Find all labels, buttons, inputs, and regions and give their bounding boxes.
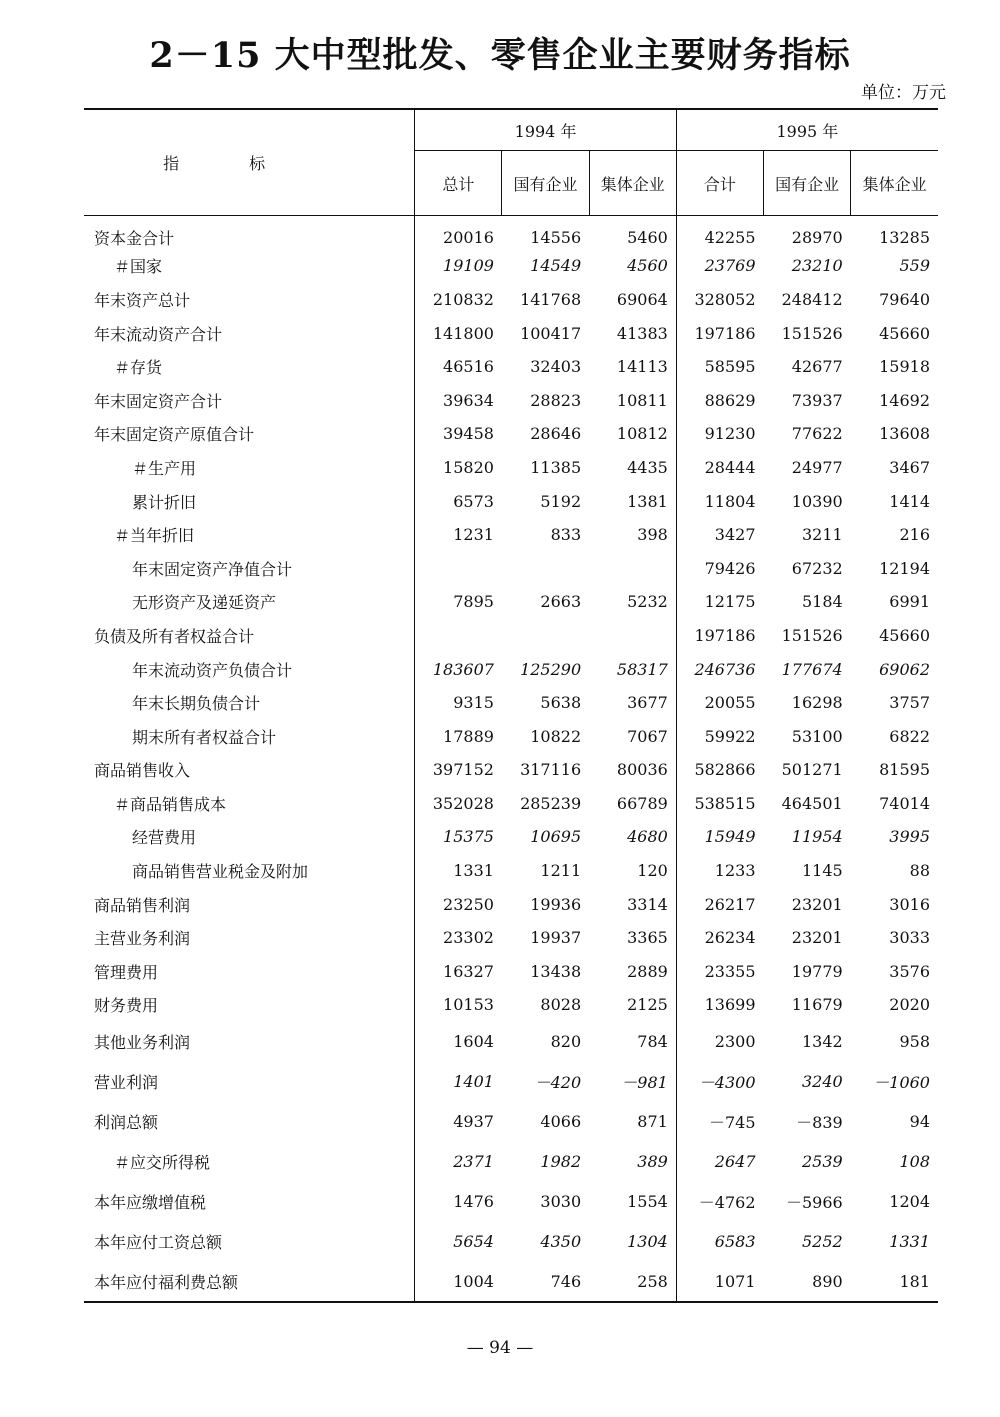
cell-value bbox=[589, 619, 676, 653]
cell-value: 4066 bbox=[540, 1112, 582, 1132]
row-label: 本年应付工资总额 bbox=[84, 1222, 415, 1262]
cell-value: －839 bbox=[796, 1113, 843, 1133]
table-row bbox=[84, 1102, 938, 1142]
cell-value: 582866 bbox=[694, 760, 756, 780]
cell-value: 45660 bbox=[879, 625, 930, 645]
cell-value: 7895 bbox=[453, 592, 494, 612]
cell-value: 197186 bbox=[694, 323, 756, 343]
table-row bbox=[84, 1142, 938, 1182]
row-label: 负债及所有者权益合计 bbox=[84, 619, 415, 653]
table-row bbox=[84, 619, 938, 653]
table-row bbox=[84, 1262, 938, 1302]
row-label: 年末固定资产原值合计 bbox=[84, 417, 415, 451]
cell-value: 559 bbox=[899, 256, 930, 276]
cell-value: 81595 bbox=[879, 760, 930, 780]
table-row bbox=[84, 753, 938, 787]
cell-value: 28970 bbox=[791, 228, 843, 248]
table-row bbox=[84, 417, 938, 451]
cell-value bbox=[415, 551, 502, 585]
cell-value: 4937 bbox=[453, 1112, 494, 1132]
cell-value: －4300 bbox=[698, 1073, 756, 1093]
row-label: 本年应缴增值税 bbox=[84, 1182, 415, 1222]
row-label: ＃当年折旧 bbox=[84, 518, 415, 552]
row-label: 利润总额 bbox=[84, 1102, 415, 1142]
cell-value: 23250 bbox=[443, 894, 494, 914]
cell-value: 3576 bbox=[889, 961, 930, 981]
cell-value: 464501 bbox=[781, 793, 843, 813]
cell-value: 10812 bbox=[589, 417, 676, 451]
table-row bbox=[84, 283, 938, 317]
cell-value: 2889 bbox=[589, 955, 676, 989]
cell-value: 16327 bbox=[443, 961, 494, 981]
header-col-1995-total: 合计 bbox=[676, 151, 763, 216]
table-row bbox=[84, 1062, 938, 1102]
cell-value: 39458 bbox=[443, 424, 494, 444]
page-number: — 94 — bbox=[466, 1338, 534, 1358]
cell-value: 24977 bbox=[791, 457, 843, 477]
row-label: 年末固定资产净值合计 bbox=[84, 551, 415, 585]
cell-value: 5638 bbox=[540, 693, 582, 713]
cell-value: 11385 bbox=[530, 457, 582, 477]
table-row bbox=[84, 787, 938, 821]
table-row bbox=[84, 383, 938, 417]
row-label: 商品销售收入 bbox=[84, 753, 415, 787]
table-row bbox=[84, 887, 938, 921]
cell-value: 6822 bbox=[889, 726, 930, 746]
cell-value: 1381 bbox=[589, 484, 676, 518]
cell-value: 1401 bbox=[453, 1072, 494, 1092]
cell-value: 248412 bbox=[781, 289, 843, 309]
cell-value: 2647 bbox=[714, 1152, 756, 1172]
header-year-1995: 1995 年 bbox=[676, 109, 938, 151]
cell-value: 74014 bbox=[879, 793, 930, 813]
row-label: 管理费用 bbox=[84, 955, 415, 989]
cell-value: 88 bbox=[909, 861, 930, 881]
cell-value: 58317 bbox=[589, 652, 676, 686]
cell-value: 77622 bbox=[791, 424, 843, 444]
cell-value: 23302 bbox=[443, 928, 494, 948]
cell-value: 46516 bbox=[443, 357, 494, 377]
cell-value: 19937 bbox=[530, 928, 582, 948]
row-label: 商品销售利润 bbox=[84, 887, 415, 921]
cell-value: 13699 bbox=[704, 995, 756, 1015]
cell-value: 13438 bbox=[530, 961, 582, 981]
row-label: ＃商品销售成本 bbox=[84, 787, 415, 821]
header-col-1994-state: 国有企业 bbox=[502, 151, 589, 216]
cell-value: 6573 bbox=[453, 491, 494, 511]
row-label: 财务费用 bbox=[84, 988, 415, 1022]
cell-value: 2539 bbox=[801, 1152, 843, 1172]
cell-value: 3757 bbox=[889, 693, 930, 713]
cell-value: 890 bbox=[764, 1262, 851, 1302]
table-row bbox=[84, 484, 938, 518]
cell-value: 94 bbox=[909, 1112, 930, 1132]
row-label: ＃存货 bbox=[84, 350, 415, 384]
cell-value: 59922 bbox=[704, 726, 756, 746]
cell-value: 538515 bbox=[694, 793, 756, 813]
cell-value: 1004 bbox=[415, 1262, 502, 1302]
row-label: 期末所有者权益合计 bbox=[84, 719, 415, 753]
cell-value: 177674 bbox=[781, 659, 843, 679]
cell-value: 3467 bbox=[889, 457, 930, 477]
table-row bbox=[84, 216, 938, 250]
cell-value: 1342 bbox=[801, 1032, 843, 1052]
row-label: 营业利润 bbox=[84, 1062, 415, 1102]
cell-value: 79426 bbox=[704, 558, 756, 578]
cell-value: 17889 bbox=[443, 726, 494, 746]
row-label: 年末流动资产合计 bbox=[84, 316, 415, 350]
cell-value bbox=[502, 551, 589, 585]
cell-value: 3365 bbox=[589, 921, 676, 955]
cell-value bbox=[502, 619, 589, 653]
cell-value: 258 bbox=[589, 1262, 676, 1302]
cell-value: 53100 bbox=[791, 726, 843, 746]
cell-value: 2663 bbox=[540, 592, 582, 612]
cell-value: 80036 bbox=[589, 753, 676, 787]
cell-value: 1331 bbox=[889, 1232, 930, 1252]
cell-value: 23769 bbox=[704, 256, 756, 276]
cell-value: 4350 bbox=[540, 1232, 582, 1252]
cell-value: 3016 bbox=[889, 894, 930, 914]
cell-value: 4435 bbox=[589, 451, 676, 485]
table-row bbox=[84, 316, 938, 350]
cell-value: 12175 bbox=[704, 592, 756, 612]
cell-value: 1476 bbox=[453, 1192, 494, 1212]
cell-value: 15820 bbox=[443, 457, 494, 477]
cell-value: 246736 bbox=[694, 659, 756, 679]
cell-value: 67232 bbox=[791, 558, 843, 578]
cell-value: 10390 bbox=[791, 491, 843, 511]
cell-value: 151526 bbox=[781, 625, 843, 645]
financial-indicators-table bbox=[84, 108, 938, 1303]
cell-value: 10822 bbox=[530, 726, 582, 746]
table-row bbox=[84, 686, 938, 720]
cell-value: 3211 bbox=[801, 525, 843, 545]
cell-value: 197186 bbox=[694, 625, 756, 645]
cell-value: 1211 bbox=[540, 861, 582, 881]
cell-value: 8028 bbox=[540, 995, 582, 1015]
cell-value: 10153 bbox=[443, 995, 494, 1015]
row-label: 年末固定资产合计 bbox=[84, 383, 415, 417]
cell-value: 389 bbox=[589, 1142, 676, 1182]
cell-value: 501271 bbox=[781, 760, 843, 780]
cell-value: 5460 bbox=[589, 216, 676, 250]
cell-value: 1982 bbox=[540, 1152, 582, 1172]
table-row bbox=[84, 820, 938, 854]
cell-value: 42255 bbox=[704, 228, 756, 248]
table-row bbox=[84, 249, 938, 283]
cell-value: 181 bbox=[851, 1262, 938, 1302]
cell-value: 352028 bbox=[432, 793, 494, 813]
row-label: 本年应付福利费总额 bbox=[84, 1262, 415, 1302]
table-row bbox=[84, 350, 938, 384]
cell-value: 3240 bbox=[801, 1072, 843, 1092]
cell-value: 151526 bbox=[781, 323, 843, 343]
cell-value: 317116 bbox=[520, 760, 582, 780]
cell-value: 141800 bbox=[432, 323, 494, 343]
table-row bbox=[84, 518, 938, 552]
cell-value: 2371 bbox=[453, 1152, 494, 1172]
row-label: 无形资产及递延资产 bbox=[84, 585, 415, 619]
cell-value: 1204 bbox=[889, 1192, 930, 1212]
cell-value: 28646 bbox=[530, 424, 582, 444]
cell-value: －5966 bbox=[785, 1193, 843, 1213]
header-col-1995-state: 国有企业 bbox=[764, 151, 851, 216]
cell-value: 183607 bbox=[432, 659, 494, 679]
page-title: 2－15 大中型批发、零售企业主要财务指标 bbox=[149, 35, 851, 76]
cell-value: －420 bbox=[534, 1073, 582, 1093]
cell-value: 2020 bbox=[889, 995, 930, 1015]
header-indicator: 指标 bbox=[84, 109, 415, 216]
cell-value: 1231 bbox=[453, 525, 494, 545]
cell-value: 73937 bbox=[791, 390, 843, 410]
cell-value: 958 bbox=[899, 1032, 930, 1052]
row-label: 商品销售营业税金及附加 bbox=[84, 854, 415, 888]
cell-value: 216 bbox=[899, 525, 930, 545]
cell-value: 19109 bbox=[443, 256, 494, 276]
cell-value: 9315 bbox=[453, 693, 494, 713]
cell-value: 11954 bbox=[791, 827, 843, 847]
header-col-1994-total: 总计 bbox=[415, 151, 502, 216]
cell-value: 10695 bbox=[530, 827, 582, 847]
cell-value: 14556 bbox=[530, 228, 582, 248]
table-row bbox=[84, 551, 938, 585]
cell-value: 784 bbox=[589, 1022, 676, 1062]
cell-value: 6583 bbox=[714, 1232, 756, 1252]
cell-value bbox=[589, 551, 676, 585]
cell-value: 871 bbox=[589, 1102, 676, 1142]
cell-value: 14549 bbox=[530, 256, 582, 276]
cell-value: 45660 bbox=[879, 323, 930, 343]
table-row bbox=[84, 988, 938, 1022]
cell-value: 6991 bbox=[889, 592, 930, 612]
cell-value: 12194 bbox=[879, 558, 930, 578]
cell-value: 13608 bbox=[879, 424, 930, 444]
cell-value: 11679 bbox=[791, 995, 843, 1015]
cell-value: 20055 bbox=[704, 693, 756, 713]
cell-value: 11804 bbox=[704, 491, 756, 511]
cell-value: 32403 bbox=[530, 357, 582, 377]
cell-value: 28444 bbox=[704, 457, 756, 477]
cell-value: 2300 bbox=[714, 1032, 756, 1052]
cell-value: 1554 bbox=[589, 1182, 676, 1222]
cell-value: 69064 bbox=[589, 283, 676, 317]
cell-value: 397152 bbox=[432, 760, 494, 780]
cell-value: 1331 bbox=[453, 861, 494, 881]
cell-value: 10811 bbox=[589, 383, 676, 417]
cell-value: 1414 bbox=[889, 491, 930, 511]
table-row bbox=[84, 1182, 938, 1222]
cell-value: 5192 bbox=[540, 491, 582, 511]
cell-value: 746 bbox=[502, 1262, 589, 1302]
cell-value: 100417 bbox=[520, 323, 582, 343]
cell-value: 3995 bbox=[889, 827, 930, 847]
cell-value: 1604 bbox=[453, 1032, 494, 1052]
cell-value: 4680 bbox=[589, 820, 676, 854]
cell-value: 66789 bbox=[589, 787, 676, 821]
cell-value: 820 bbox=[550, 1032, 582, 1052]
cell-value: 39634 bbox=[443, 390, 494, 410]
cell-value: 833 bbox=[550, 525, 582, 545]
cell-value: 23201 bbox=[791, 894, 843, 914]
cell-value: 41383 bbox=[589, 316, 676, 350]
cell-value: 23201 bbox=[791, 928, 843, 948]
cell-value: 398 bbox=[589, 518, 676, 552]
header-col-1995-collective: 集体企业 bbox=[851, 151, 938, 216]
cell-value: 88629 bbox=[704, 390, 756, 410]
cell-value: 3033 bbox=[889, 928, 930, 948]
row-label: 经营费用 bbox=[84, 820, 415, 854]
cell-value: 120 bbox=[589, 854, 676, 888]
cell-value: 125290 bbox=[520, 659, 582, 679]
cell-value: －981 bbox=[589, 1062, 676, 1102]
cell-value: 19936 bbox=[530, 894, 582, 914]
unit-label: 单位：万元 bbox=[861, 83, 946, 103]
row-label: 主营业务利润 bbox=[84, 921, 415, 955]
cell-value: 1233 bbox=[714, 861, 756, 881]
row-label: 累计折旧 bbox=[84, 484, 415, 518]
cell-value: 5184 bbox=[801, 592, 843, 612]
table-row bbox=[84, 955, 938, 989]
table-row bbox=[84, 854, 938, 888]
cell-value: 5654 bbox=[453, 1232, 494, 1252]
cell-value: 210832 bbox=[432, 289, 494, 309]
cell-value: 26234 bbox=[704, 928, 756, 948]
cell-value bbox=[415, 619, 502, 653]
cell-value: 3314 bbox=[589, 887, 676, 921]
cell-value: 141768 bbox=[520, 289, 582, 309]
table-row bbox=[84, 652, 938, 686]
cell-value: 1304 bbox=[589, 1222, 676, 1262]
cell-value: 19779 bbox=[791, 961, 843, 981]
cell-value: 328052 bbox=[694, 289, 756, 309]
cell-value: 3030 bbox=[540, 1192, 582, 1212]
cell-value: 108 bbox=[899, 1152, 930, 1172]
cell-value: 58595 bbox=[704, 357, 756, 377]
cell-value: 16298 bbox=[791, 693, 843, 713]
cell-value: 13285 bbox=[879, 228, 930, 248]
cell-value: 5232 bbox=[589, 585, 676, 619]
cell-value: 7067 bbox=[589, 719, 676, 753]
cell-value: 285239 bbox=[520, 793, 582, 813]
table-row bbox=[84, 1222, 938, 1262]
cell-value: －745 bbox=[708, 1113, 756, 1133]
cell-value: 20016 bbox=[443, 228, 494, 248]
table-row bbox=[84, 719, 938, 753]
cell-value: 3427 bbox=[714, 525, 756, 545]
cell-value: －4762 bbox=[698, 1193, 756, 1213]
cell-value: 1071 bbox=[676, 1262, 763, 1302]
cell-value: 14692 bbox=[879, 390, 930, 410]
row-label: ＃生产用 bbox=[84, 451, 415, 485]
table-row bbox=[84, 921, 938, 955]
row-label: 年末长期负债合计 bbox=[84, 686, 415, 720]
cell-value: 4560 bbox=[589, 249, 676, 283]
cell-value: 14113 bbox=[589, 350, 676, 384]
header-col-1994-collective: 集体企业 bbox=[589, 151, 676, 216]
cell-value: 3677 bbox=[589, 686, 676, 720]
cell-value: 91230 bbox=[704, 424, 756, 444]
cell-value: 28823 bbox=[530, 390, 582, 410]
row-label: 年末资产总计 bbox=[84, 283, 415, 317]
cell-value: 1145 bbox=[801, 861, 843, 881]
cell-value: 23210 bbox=[791, 256, 843, 276]
cell-value: 15949 bbox=[704, 827, 756, 847]
cell-value: 23355 bbox=[704, 961, 756, 981]
row-label: 年末流动资产负债合计 bbox=[84, 652, 415, 686]
row-label: ＃国家 bbox=[84, 249, 415, 283]
row-label: 其他业务利润 bbox=[84, 1022, 415, 1062]
cell-value: 15375 bbox=[443, 827, 494, 847]
row-label: 资本金合计 bbox=[84, 216, 415, 250]
cell-value: 42677 bbox=[791, 357, 843, 377]
cell-value: 2125 bbox=[589, 988, 676, 1022]
cell-value: －1060 bbox=[873, 1073, 930, 1093]
table-row bbox=[84, 451, 938, 485]
table-row bbox=[84, 1022, 938, 1062]
cell-value: 69062 bbox=[879, 659, 930, 679]
table-row bbox=[84, 585, 938, 619]
cell-value: 79640 bbox=[879, 289, 930, 309]
cell-value: 26217 bbox=[704, 894, 756, 914]
row-label: ＃应交所得税 bbox=[84, 1142, 415, 1182]
cell-value: 15918 bbox=[879, 357, 930, 377]
header-year-1994: 1994 年 bbox=[415, 109, 677, 151]
cell-value: 5252 bbox=[801, 1232, 843, 1252]
